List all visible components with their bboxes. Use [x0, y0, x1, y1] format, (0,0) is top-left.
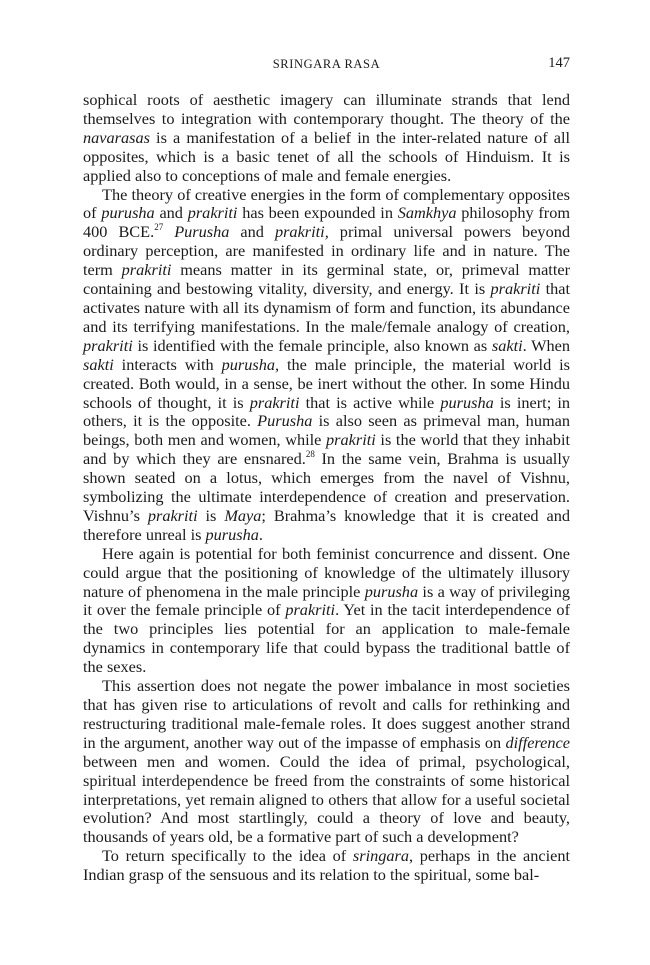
paragraph [83, 847, 570, 885]
text-run: This assertion does not negate the power imbalance in most societies that has given rise to articulations of revolt and calls for rethinking and restructuring traditional male-female roles. It does suggest another strand in the argument, another way out of the impasse of emphasis on [83, 676, 570, 752]
text-run: philosophy from 400 BCE. [83, 203, 570, 242]
body-text [83, 91, 570, 885]
running-header [83, 55, 570, 77]
italic-term: prakriti [249, 392, 300, 412]
italic-term: prakriti [285, 600, 336, 620]
text-run: is the world that they inhabit and by which they are ensnared. [83, 430, 570, 469]
text-run: is inert; in others, it is the opposite. [83, 392, 570, 431]
italic-term: prakriti [490, 279, 541, 299]
italic-term: Maya [224, 505, 262, 525]
text-run: sophical roots of aesthetic imagery can illuminate strands that lend themselves to integration with contemporary thought. The theory of the [83, 90, 570, 128]
text-run: has been expounded in [237, 203, 398, 223]
paragraph [83, 545, 570, 677]
italic-term: difference [505, 732, 570, 752]
text-run: is also seen as primeval man, human beings, both men and women, while [83, 411, 570, 450]
italic-term: purusha [440, 392, 494, 412]
italic-term: prakriti [187, 203, 238, 223]
text-run: is [197, 505, 225, 525]
text-run: Here again is potential for both feminist concurrence and dissent. One could argue that the positioning of knowledge of the ultimately illusory nature of phenomena in the male principle [83, 543, 570, 601]
text-run: means matter in its germinal state, or, primeval matter containing and bestowing vitality, diversity, and energy. It is [83, 260, 570, 299]
text-run: . [258, 524, 263, 544]
italic-term: purusha [205, 524, 259, 544]
italic-term: sakti [491, 335, 523, 355]
text-run: the male principle, the material world is created. Both would, in a sense, be inert without the other. In some Hindu schools of thought, it is [83, 354, 570, 412]
text-run: is a manifestation of a belief in the inter-related nature of all opposites, which is a basic tenet of all the schools of Hinduism. It is applied also to conceptions of male and female energies. [83, 127, 570, 185]
text-run: between men and women. Could the idea of primal, psychological, spiritual interdependence be freed from the constraints of some historical interpretations, yet remain aligned to others that allow for a useful societal evolution? And most startlingly, could a theory of love and beauty, thousands of years old, be a formative part of such a development? [83, 751, 570, 847]
italic-term: purusha [364, 581, 419, 601]
italic-term: Samkhya [397, 203, 457, 223]
italic-term: purusha [101, 203, 155, 223]
text-run: In the same vein, Brahma is usually shown seated on a lotus, which emerges from the navel of Vishnu, symbolizing the ultimate interdependence of creation and preservation. Vishnu’s [83, 449, 570, 525]
text-run: interacts with [113, 354, 222, 374]
paragraph [83, 677, 570, 847]
italic-term: prakriti, [274, 222, 329, 242]
text-run: To return specifically to the idea of [102, 846, 353, 866]
italic-term: sringara [352, 846, 409, 866]
text-run: The theory of creative energies in the form of complementary opposites of [83, 184, 570, 223]
footnote-marker: 27 [154, 222, 164, 233]
text-run: primal universal powers beyond ordinary perception, are manifested in ordinary life and in nature. The term [83, 222, 570, 280]
italic-term: Purusha [174, 222, 230, 242]
text-run: and [154, 203, 188, 223]
italic-term: purusha, [221, 354, 280, 374]
text-run: . When [522, 335, 570, 355]
running-head-title: SRINGARA RASA [272, 57, 381, 71]
paragraph [83, 186, 570, 545]
italic-term: navarasas [83, 127, 150, 147]
italic-term: sakti [83, 354, 114, 374]
text-run: is identified with the female principle, also known as [132, 335, 492, 355]
footnote-marker: 28 [305, 449, 315, 460]
italic-term: prakriti [326, 430, 376, 450]
text-run: is a way of privileging it over the female principle of [83, 581, 570, 620]
italic-term: prakriti [121, 260, 172, 280]
text-run: that is active while [299, 392, 441, 412]
text-run: ; Brahma’s knowledge that it is created and therefore unreal is [83, 505, 570, 544]
page-number: 147 [548, 55, 570, 71]
text-run: that activates nature with all its dynamism of form and function, its abundance and its terrifying manifestations. In the male/female analogy of creation, [83, 279, 570, 336]
italic-term: prakriti [83, 335, 133, 355]
text-run: . Yet in the tacit interdependence of the two principles lies potential for an application to male-female dynamics in contemporary life that could bypass the traditional battle of the sexes. [83, 600, 570, 677]
paragraph [83, 91, 570, 186]
italic-term: prakriti [147, 505, 198, 525]
text-run [163, 222, 174, 241]
text-run: and [229, 222, 275, 242]
italic-term: Purusha [257, 411, 313, 431]
text-run: , perhaps in the ancient Indian grasp of the sensuous and its relation to the spiritual, some bal- [83, 846, 571, 885]
